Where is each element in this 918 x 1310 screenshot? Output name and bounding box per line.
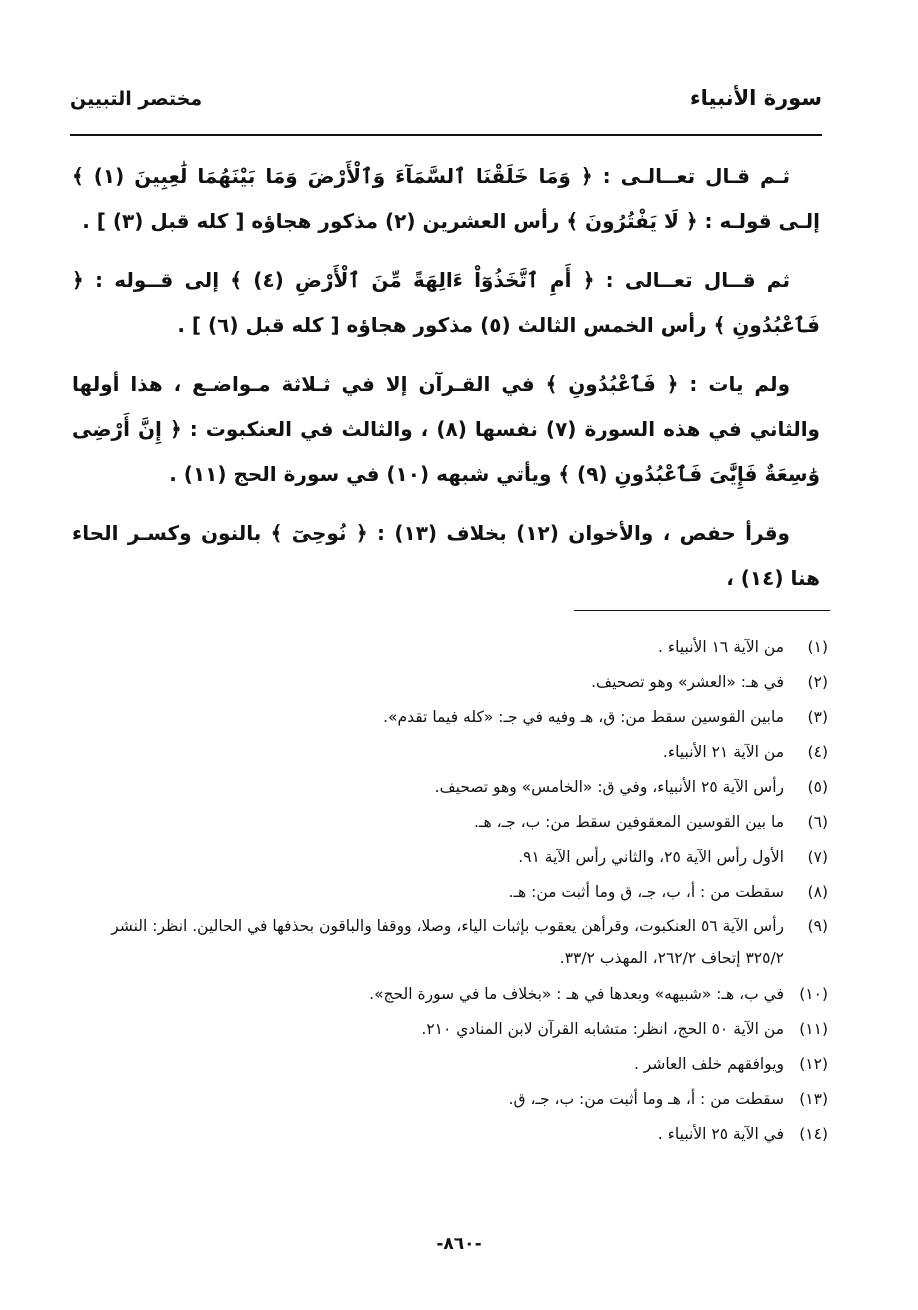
footnote-number: (٤): [807, 743, 828, 761]
surah-title: سورة الأنبياء: [689, 86, 822, 110]
footnote-item: [76, 875, 828, 910]
footnote-item: [76, 1082, 828, 1117]
footnote-number: (٣): [807, 708, 828, 726]
footnote-item: [76, 1117, 828, 1152]
footnote-text: في الآية ٢٥ الأنبياء .: [657, 1125, 784, 1143]
footnote-item: [76, 910, 828, 974]
footnote-number: (٧): [807, 848, 828, 866]
footnote-number: (٨): [807, 883, 828, 901]
footnote-item: [76, 770, 828, 805]
paragraph-3: ولم يات : ﴿ فَٱعْبُدُونِ ﴾ في القـرآن إلا في ثـلاثة مـواضـع ، هذا أولها والثاني في هذه السورة (٧) نفسها (٨) ، والثالث في العنكبوت : ﴿ إِنَّ أَرْضِى وَٰسِعَةٌ فَإِيَّٰىَ فَٱعْبُدُونِ (٩) ﴾ ويأتي شبهه (١٠) في سورة الحج (١١) .: [72, 372, 820, 486]
footnote-item: [76, 977, 828, 1012]
footnotes: [76, 630, 828, 1152]
footnote-text: ما بين القوسين المعقوفين سقط من: ب، جـ، هـ.: [474, 813, 784, 831]
paragraph-4: وقرأ حفص ، والأخوان (١٢) بخلاف (١٣) : ﴿ نُوحِىٓ ﴾ بالنون وكسـر الحاء هنا (١٤) ،: [72, 521, 820, 590]
footnote-number: (١٠): [799, 985, 828, 1003]
footnote-text: من الآية ٢١ الأنبياء.: [662, 743, 784, 761]
footnote-number: (١١): [799, 1020, 828, 1038]
footnote-text: في ب، هـ: «شبيهه» وبعدها في هـ : «بخلاف ما في سورة الحج».: [369, 985, 784, 1003]
footnote-item: [76, 1047, 828, 1082]
paragraph-2: ثم قــال تعــالى : ﴿ أَمِ ٱتَّخَذُوٓاْ ءَالِهَةً مِّنَ ٱلْأَرْضِ (٤) ﴾ إلى قــوله : ﴿ فَٱعْبُدُونِ ﴾ رأس الخمس الثالث (٥) مذكور هجاؤه [ كله قبل (٦) ] .: [72, 268, 820, 337]
footnote-text: سقطت من : أ، هـ وما أثبت من: ب، جـ، ق.: [508, 1090, 784, 1108]
footnote-item: [76, 840, 828, 875]
footnote-item: [76, 700, 828, 735]
footnote-text: مابين القوسين سقط من: ق، هـ وفيه في جـ: «كله فيما تقدم».: [383, 708, 784, 726]
footnote-text: سقطت من : أ، ب، جـ، ق وما أثبت من: هـ.: [508, 883, 784, 901]
footnote-text: رأس الآية ٥٦ العنكبوت، وقرأهن يعقوب بإثبات الياء، وصلا، ووقفا والباقون بحذفها في الحالين. انظر: النشر ٣٢٥/٢ إتحاف ٢٦٢/٢، المهذب ٣٣/٢.: [111, 917, 784, 967]
main-text: [72, 154, 820, 601]
footnote-text: ويوافقهم خلف العاشر .: [633, 1055, 784, 1073]
footnote-text: رأس الآية ٢٥ الأنبياء، وفي ق: «الخامس» وهو تصحيف.: [434, 778, 784, 796]
footnote-text: من الآية ١٦ الأنبياء .: [658, 638, 784, 656]
footnote-number: (٢): [807, 673, 828, 691]
footnote-number: (٩): [807, 917, 828, 935]
book-title: مختصر التبيين: [70, 88, 203, 110]
footnote-item: [76, 630, 828, 665]
footnote-number: (١٣): [799, 1090, 828, 1108]
footnote-divider: [574, 610, 830, 611]
footnote-number: (٥): [807, 778, 828, 796]
footnote-number: (٦): [807, 813, 828, 831]
footnote-text: من الآية ٥٠ الحج، انظر: متشابه القرآن لابن المنادي ٢١٠.: [421, 1020, 784, 1038]
footnote-text: الأول رأس الآية ٢٥، والثاني رأس الآية ٩١.: [518, 848, 784, 866]
footnote-item: [76, 1012, 828, 1047]
paragraph-1: ثـم قـال تعــالـى : ﴿ وَمَا خَلَقْنَا ٱلسَّمَآءَ وَٱلْأَرْضَ وَمَا بَيْنَهُمَا لَٰعِبِينَ (١) ﴾ إلـى قولـه : ﴿ لَا يَفْتُرُونَ ﴾ رأس العشرين (٢) مذكور هجاؤه [ كله قبل (٣) ] .: [72, 164, 820, 233]
footnote-number: (١): [807, 638, 828, 656]
footnote-number: (١٢): [799, 1055, 828, 1073]
header-divider: [70, 134, 822, 136]
footnote-item: [76, 665, 828, 700]
footnote-text: في هـ: «العشر» وهو تصحيف.: [591, 673, 784, 691]
footnote-item: [76, 735, 828, 770]
footnote-item: [76, 805, 828, 840]
footnote-number: (١٤): [799, 1125, 828, 1143]
page-number: -٨٦٠-: [436, 1234, 482, 1254]
running-header: [70, 86, 822, 126]
